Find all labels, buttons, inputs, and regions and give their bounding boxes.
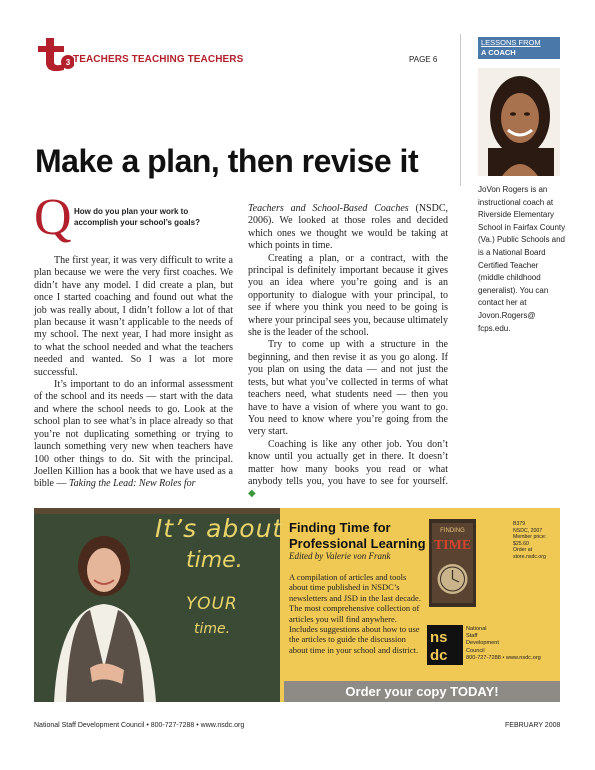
paragraph-text: (NSDC, 2006). We looked at those roles and decided which ones we thought we would be taking at which points in time. xyxy=(248,203,448,252)
order-at-label: Order at xyxy=(513,547,533,554)
article-headline: Make a plan, then revise it xyxy=(35,143,419,179)
org-line: Staff xyxy=(466,633,478,640)
t3-logo-icon xyxy=(34,36,74,72)
book-title: Teachers and School-Based Coaches xyxy=(248,203,409,214)
member-price: $25.60 xyxy=(513,540,529,547)
book-cover-top: FINDING xyxy=(440,528,465,534)
item-publisher: NSDC, 2007 xyxy=(513,527,543,534)
nsdc-org-info xyxy=(466,626,558,662)
item-code: B379 xyxy=(513,521,526,527)
interview-question: How do you plan your work to accomplish your school’s goals? xyxy=(74,207,200,227)
footer-date: FEBRUARY 2008 xyxy=(505,722,561,729)
ad-description: A compilation of articles and tools about time published in NSDC’s newsletters and JSD in the last decade. The most comprehensive collection of articles you will find anywhere. Includes suggestions about how to use the articles to guide the discussion about time in your school and district. xyxy=(289,572,421,655)
chalk-text-3: YOUR xyxy=(186,594,238,614)
nsdc-logo-icon xyxy=(427,625,463,665)
paragraph-text: It’s important to do an informal assessment of the school and its needs — start with the data and where the school needs to go. Look at the school plan to see what’s in place already so that you’re not duplicating something or trying to launch something very new when teachers have 100 other things to do. Sit with the principal. Joellen Killion has a book that we have used as a bible — xyxy=(34,379,233,490)
ad-order-info xyxy=(513,521,559,561)
section-title: TEACHERS TEACHING TEACHERS xyxy=(73,54,244,65)
chalk-text-1: It’s about xyxy=(155,514,284,543)
lessons-label-line1: LESSONS FROM xyxy=(481,38,541,47)
paragraph-text: Coaching is like any other job. You don’t know until you actually get in there. It doesn’t matter how many books you read or what anybody tells you, you have to see for yourself. xyxy=(248,438,448,487)
coach-portrait xyxy=(478,68,560,176)
column-divider xyxy=(460,34,461,186)
svg-text:ns: ns xyxy=(430,629,448,646)
lessons-label xyxy=(478,37,560,59)
drop-cap-q: Q xyxy=(34,189,72,246)
order-button[interactable]: Order your copy TODAY! xyxy=(284,681,560,702)
book-cover xyxy=(429,519,476,607)
member-price-label: Member price: xyxy=(513,534,547,541)
org-line: Council xyxy=(466,647,485,654)
lessons-label-line2: A COACH xyxy=(481,48,516,57)
article-column-2 xyxy=(248,203,448,501)
ad-title-line1: Finding Time for xyxy=(289,520,391,535)
paragraph: Creating a plan, or a contract, with the principal is definitely important because it gives you an idea where you’re going and is an opportunity to dialogue with your principal, to see if where you think you need to be going is where your principal sees you, because ultimately she is the leader of the school. xyxy=(248,252,448,339)
org-line: Development xyxy=(466,640,499,647)
coach-bio: JoVon Rogers is an instructional coach at Riverside Elementary School in Fairfax County (Va.) Public Schools and is a National Board Certified Teacher (middle childhood generalist). You can contact her at Jovon.Rogers@ fcps.edu. xyxy=(478,185,566,333)
ad-book-title xyxy=(289,520,426,551)
book-cover-word: TIME xyxy=(433,538,472,553)
chalk-text-4: time. xyxy=(194,621,231,637)
chalk-text-2: time. xyxy=(186,548,243,573)
paragraph xyxy=(34,379,233,491)
end-mark-icon: ◆ xyxy=(248,488,256,500)
page-number: PAGE 6 xyxy=(409,55,438,64)
org-contact: 800-727-7288 • www.nsdc.org xyxy=(466,654,541,661)
logo-number: 3 xyxy=(65,58,71,67)
ad-title-line2: Professional Learning xyxy=(289,535,426,551)
book-title: Taking the Lead: New Roles for xyxy=(69,478,196,490)
paragraph xyxy=(248,203,448,253)
svg-text:dc: dc xyxy=(430,647,448,664)
paragraph xyxy=(248,439,448,501)
paragraph: Try to come up with a structure in the beginning, and then revise it as you go along. If you plan on using the data — and not just the tests, but what you’ve collected in terms of what teachers need, what students need — then you have to have a vision of where you want to go. You need to know where you’re going from the very start. xyxy=(248,339,448,438)
paragraph: The first year, it was very difficult to write a plan because we were the very first coaches. We didn’t have any model. I did create a plan, but once I started coaching and found out what the job was really about, I didn’t follow a lot of that plan because it wasn’t applicable to the needs of my school. The next year, I had more insight as to what the school needed and what the teachers needed and wanted. So I was a lot more successful. xyxy=(34,255,233,378)
footer-org-contact: National Staff Development Council • 800-727-7288 • www.nsdc.org xyxy=(34,722,245,729)
article-column-1 xyxy=(34,255,233,491)
ad-editor: Edited by Valerie von Frank xyxy=(289,551,391,561)
store-link[interactable]: store.nsdc.org xyxy=(513,553,546,560)
org-line: National xyxy=(466,626,487,632)
